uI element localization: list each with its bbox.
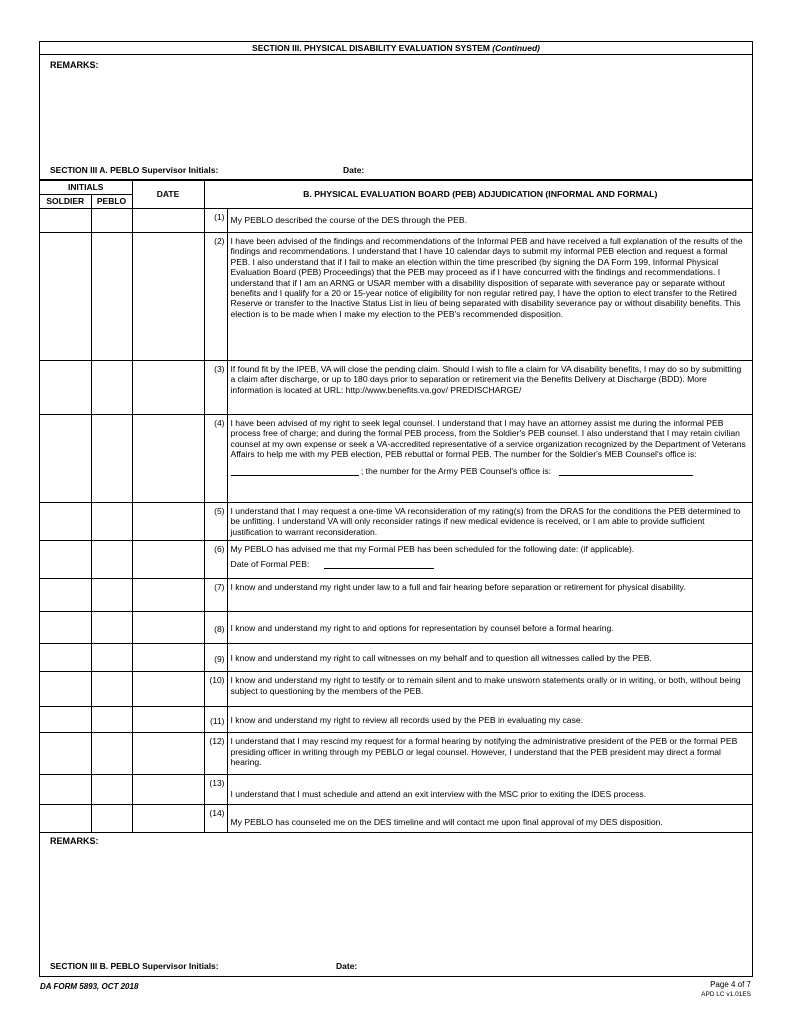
item-number: (6) — [204, 541, 227, 579]
date-cell[interactable] — [132, 503, 204, 541]
item-text: I know and understand my right to testify or to remain silent and to make unsworn statements orally or in writing, or both, without being subject to questioning by the members of the PEB. — [227, 672, 752, 707]
soldier-initials-cell[interactable] — [40, 612, 91, 644]
item-number: (5) — [204, 503, 227, 541]
peb-counsel-number-field[interactable] — [559, 466, 693, 476]
date-cell[interactable] — [132, 805, 204, 833]
date-cell[interactable] — [132, 775, 204, 805]
item-number: (13) — [204, 775, 227, 805]
soldier-initials-cell[interactable] — [40, 775, 91, 805]
initials-header: INITIALS — [40, 181, 132, 195]
remarks-label: REMARKS: — [50, 60, 99, 70]
item-text: I understand that I must schedule and attend an exit interview with the MSC prior to exiting the IDES process. — [227, 775, 752, 805]
soldier-initials-cell[interactable] — [40, 805, 91, 833]
item-text: My PEBLO has advised me that my Formal PEB has been scheduled for the following date: (if applicable). — [230, 544, 635, 555]
item-text: I know and understand my right under law to a full and fair hearing before separation or retirement for physical disability. — [227, 579, 752, 612]
date-cell[interactable] — [132, 541, 204, 579]
soldier-initials-cell[interactable] — [40, 644, 91, 672]
table-row — [40, 775, 752, 805]
peblo-initials-cell[interactable] — [91, 644, 132, 672]
soldier-initials-cell[interactable] — [40, 209, 91, 233]
table-row — [40, 644, 752, 672]
item-number: (14) — [204, 805, 227, 833]
table-row — [40, 541, 752, 579]
soldier-initials-cell[interactable] — [40, 707, 91, 733]
item-text: My PEBLO described the course of the DES through the PEB. — [227, 209, 752, 233]
soldier-initials-cell[interactable] — [40, 541, 91, 579]
meb-counsel-number-field[interactable] — [231, 466, 359, 476]
table-row — [40, 209, 752, 233]
table-row — [40, 612, 752, 644]
item-text: I know and understand my right to call witnesses on my behalf and to question all witnesses called by the PEB. — [227, 644, 752, 672]
form-number: DA FORM 5893, OCT 2018 — [40, 982, 139, 991]
date-cell[interactable] — [132, 612, 204, 644]
item-text: I understand that I may request a one-time VA reconsideration of my rating(s) from the DRAS for the conditions the PEB determined to be unfitting. I understand VA will only reconsider ratings if new medical evidence is received, or I am able to provide sufficient justification to warrant reconsideration. — [227, 503, 752, 541]
peblo-initials-cell[interactable] — [91, 805, 132, 833]
table-row — [40, 733, 752, 775]
page-number: Page 4 of 7 — [710, 980, 751, 989]
item-text: My PEBLO has counseled me on the DES timeline and will contact me upon final approval of my DES disposition. — [227, 805, 752, 833]
peblo-initials-cell[interactable] — [91, 541, 132, 579]
peblo-initials-cell[interactable] — [91, 612, 132, 644]
remarks-label: REMARKS: — [50, 836, 99, 846]
item-number: (1) — [204, 209, 227, 233]
bottom-remarks-area[interactable] — [40, 832, 752, 976]
item-text: I know and understand my right to review all records used by the PEB in evaluating my case. — [227, 707, 752, 733]
item-number: (7) — [204, 579, 227, 612]
peblo-initials-cell[interactable] — [91, 672, 132, 707]
peblo-initials-cell[interactable] — [91, 209, 132, 233]
peb-section-title: B. PHYSICAL EVALUATION BOARD (PEB) ADJUDICATION (INFORMAL AND FORMAL) — [204, 181, 752, 209]
date-cell[interactable] — [132, 707, 204, 733]
formal-peb-date-label: Date of Formal PEB: — [230, 558, 310, 569]
peblo-initials-cell[interactable] — [91, 503, 132, 541]
item-number: (11) — [204, 707, 227, 733]
continued-label: (Continued) — [492, 43, 540, 53]
item-number: (2) — [204, 233, 227, 361]
peblo-initials-cell[interactable] — [91, 707, 132, 733]
section-iii-b-date-label: Date: — [336, 961, 358, 971]
item-number: (12) — [204, 733, 227, 775]
soldier-initials-cell[interactable] — [40, 415, 91, 503]
item-text: I have been advised of the findings and recommendations of the Informal PEB and have received a full explanation of the results of the findings and recommendations. I understand that I have 10 calendar days to submit my informal PEB election and request a formal PEB. I also understand that if I fail to make an election within the time prescribed (by signing the DA Form 199, Informal Physical Evaluation Board (PEB) Proceedings) that the PEB may proceed as if I have concurred with the findings and recommendations. I understand that if I am an ARNG or USAR member with a disability disposition of separate with severance pay or separate without benefits and I qualify for a 20 or 15-year notice of eligibility for non regular retired pay, I have the option to elect transfer to the Retired Reserve or transfer to the Inactive Status List in lieu of being separated with disability severance pay or without disability benefits. This election is to be made when I make my election to the PEB's recommended disposition. — [227, 233, 752, 361]
table-row — [40, 672, 752, 707]
date-cell[interactable] — [132, 672, 204, 707]
date-header: DATE — [132, 181, 204, 209]
form-frame — [39, 41, 753, 977]
date-cell[interactable] — [132, 233, 204, 361]
soldier-initials-cell[interactable] — [40, 503, 91, 541]
soldier-initials-cell[interactable] — [40, 361, 91, 415]
item-number: (8) — [204, 612, 227, 644]
item-number: (9) — [204, 644, 227, 672]
item-number: (3) — [204, 361, 227, 415]
table-row — [40, 415, 752, 503]
soldier-initials-cell[interactable] — [40, 672, 91, 707]
form-version: APD LC v1.01ES — [701, 991, 751, 998]
peblo-header: PEBLO — [91, 195, 132, 209]
section-iii-b-initials-label: SECTION III B. PEBLO Supervisor Initials: — [50, 961, 219, 971]
table-row — [40, 579, 752, 612]
item-text-continued: ; the number for the Army PEB Counsel's office is: — [360, 465, 552, 476]
date-cell[interactable] — [132, 209, 204, 233]
item-text: If found fit by the IPEB, VA will close the pending claim. Should I wish to file a claim for VA disability benefits, I may do so by submitting a claim after discharge, or up to 180 days prior to separation or retirement via the Benefits Delivery at Discharge (BDD). More information is located at URL: http://www.benefits.va.gov/ PREDISCHARGE/ — [227, 361, 752, 415]
soldier-initials-cell[interactable] — [40, 233, 91, 361]
peblo-initials-cell[interactable] — [91, 361, 132, 415]
table-row — [40, 707, 752, 733]
peblo-initials-cell[interactable] — [91, 733, 132, 775]
table-row — [40, 361, 752, 415]
date-cell[interactable] — [132, 644, 204, 672]
table-row — [40, 503, 752, 541]
peblo-initials-cell[interactable] — [91, 415, 132, 503]
date-cell[interactable] — [132, 361, 204, 415]
formal-peb-date-field[interactable] — [324, 559, 434, 569]
page-info — [701, 980, 751, 1000]
item-text: I understand that I may rescind my request for a formal hearing by notifying the administrative president of the PEB or the formal PEB presiding officer in writing through my PEBLO or legal counsel. However, I understand that the PEB president may direct a formal hearing. — [227, 733, 752, 775]
date-cell[interactable] — [132, 733, 204, 775]
soldier-initials-cell[interactable] — [40, 733, 91, 775]
item-text: I know and understand my right to and options for representation by counsel before a formal hearing. — [227, 612, 752, 644]
section-iii-a-initials-label: SECTION III A. PEBLO Supervisor Initials: — [50, 165, 219, 175]
peb-adjudication-table — [40, 180, 752, 833]
date-cell[interactable] — [132, 415, 204, 503]
item-text: I have been advised of my right to seek legal counsel. I understand that I may have an attorney assist me during the informal PEB process free of charge; and during the formal PEB process, from the Soldier's PEB counsel. I also understand that I may retain civilian counsel at my own expense or seek a VA-accredited representative of a service organization recognized by the Department of Veterans Affairs to help me with my PEB election, PEB rebuttal or formal PEB. The number for the Soldier's MEB Counsel's office is: — [230, 418, 746, 460]
peblo-initials-cell[interactable] — [91, 233, 132, 361]
soldier-header: SOLDIER — [40, 195, 91, 209]
section-iii-a-date-label: Date: — [343, 165, 365, 175]
peblo-initials-cell[interactable] — [91, 775, 132, 805]
section-header: SECTION III. PHYSICAL DISABILITY EVALUATION SYSTEM (Continued) — [40, 42, 752, 55]
item-number: (4) — [204, 415, 227, 503]
soldier-initials-cell[interactable] — [40, 579, 91, 612]
table-row — [40, 805, 752, 833]
date-cell[interactable] — [132, 579, 204, 612]
table-row — [40, 233, 752, 361]
top-remarks-area[interactable] — [40, 55, 752, 180]
item-number: (10) — [204, 672, 227, 707]
peblo-initials-cell[interactable] — [91, 579, 132, 612]
